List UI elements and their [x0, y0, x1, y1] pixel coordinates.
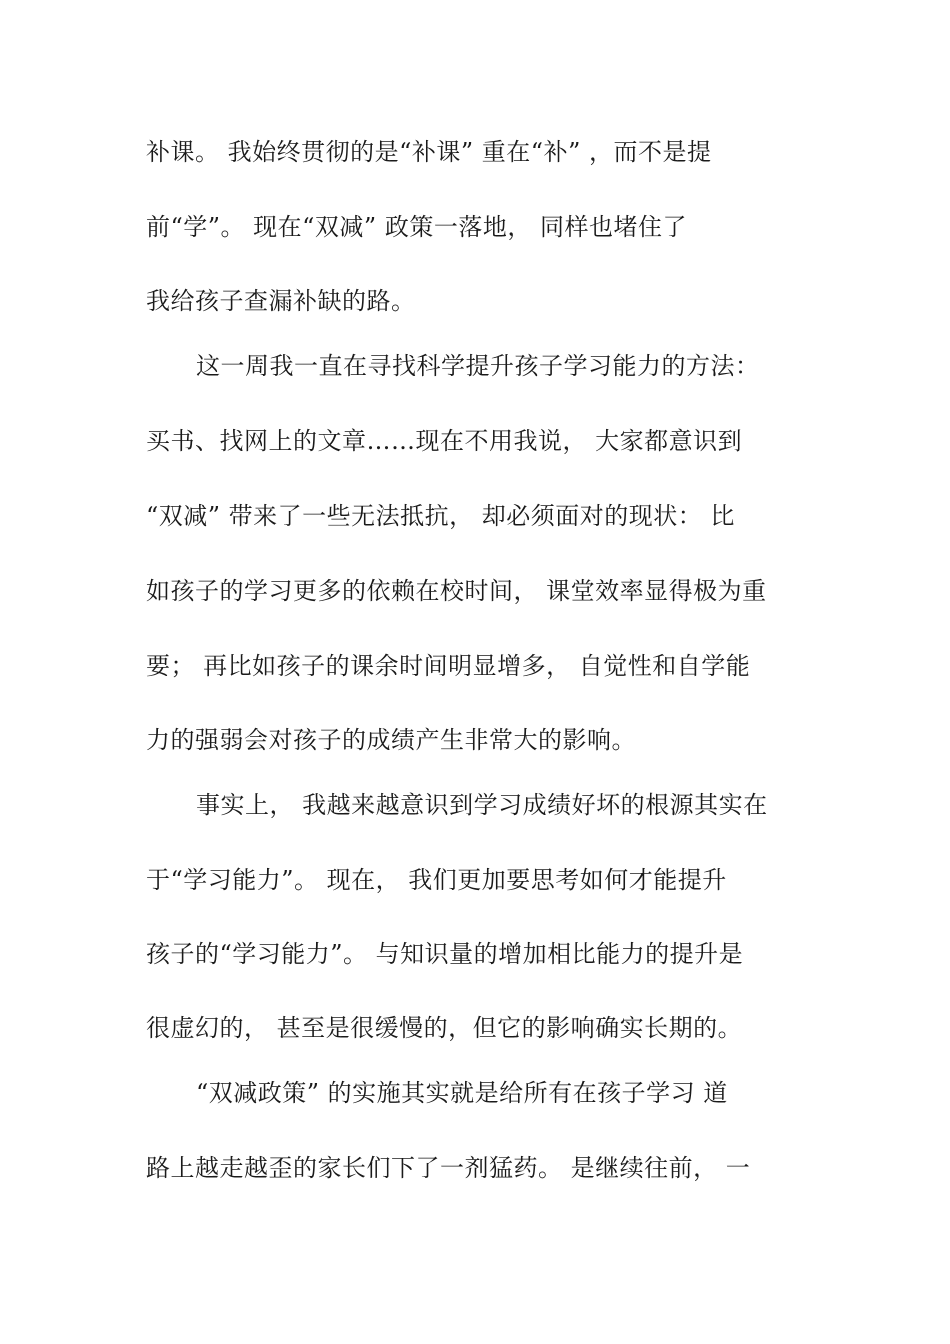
text-line-7: 如孩子的学习更多的依赖在校时间， 课堂效率显得极为重 — [146, 577, 767, 605]
paragraph-start-line-14: “双减政策” 的实施其实就是给所有在孩子学习 道 — [196, 1079, 728, 1107]
text-line-15: 路上越走越歪的家长们下了一剂猛药。 是继续往前， 一 — [146, 1154, 751, 1182]
text-line-13: 很虚幻的， 甚至是很缓慢的，但它的影响确实长期的。 — [146, 1014, 743, 1042]
text-line-11: 于“学习能力”。 现在， 我们更加要思考如何才能提升 — [146, 866, 727, 894]
text-line-12: 孩子的“学习能力”。 与知识量的增加相比能力的提升是 — [146, 940, 744, 968]
text-line-9: 力的强弱会对孩子的成绩产生非常大的影响。 — [146, 726, 636, 754]
paragraph-start-line-10: 事实上， 我越来越意识到学习成绩好坏的根源其实在 — [196, 791, 768, 819]
text-line-5: 买书、找网上的文章……现在不用我说， 大家都意识到 — [146, 427, 743, 455]
text-line-1: 补课。 我始终贯彻的是“补课” 重在“补” ，而不是提 — [146, 138, 712, 166]
text-line-2: 前“学”。 现在“双减” 政策一落地， 同样也堵住了 — [146, 213, 687, 241]
paragraph-start-line-4: 这一周我一直在寻找科学提升孩子学习能力的方法： — [196, 352, 760, 380]
text-line-6: “双减” 带来了一些无法抵抗， 却必须面对的现状： 比 — [146, 502, 735, 530]
text-line-3: 我给孩子查漏补缺的路。 — [146, 287, 416, 315]
text-line-8: 要； 再比如孩子的课余时间明显增多， 自觉性和自学能 — [146, 652, 751, 680]
